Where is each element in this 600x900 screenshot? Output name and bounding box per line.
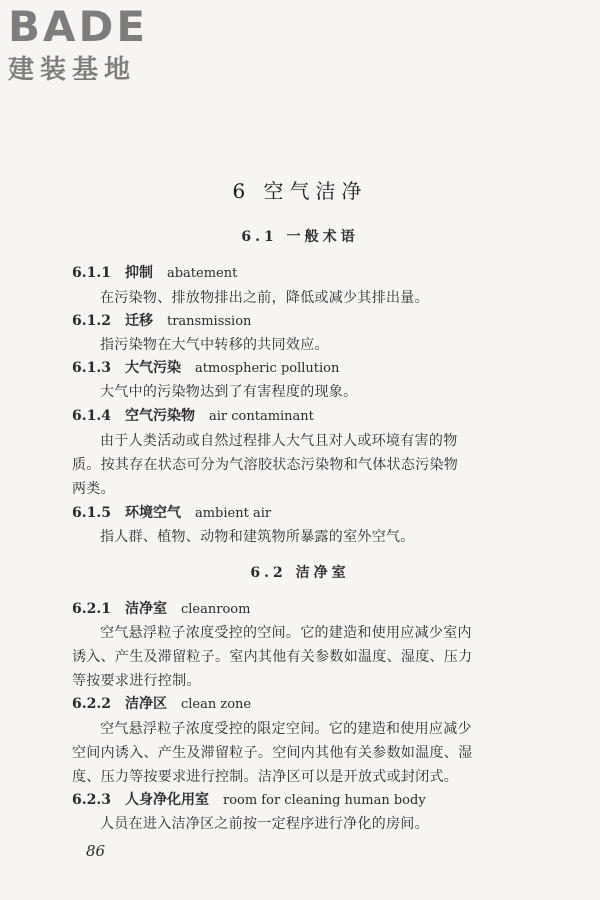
term-en: ambient air [194, 506, 272, 521]
term-en: air contaminant [208, 409, 314, 424]
term-number: 6.1.5 [72, 505, 111, 521]
term-6-2-1 [72, 598, 250, 618]
definition-line: 质。按其存在状态可分为气溶胶状态污染物和气体状态污染物 [72, 457, 459, 473]
term-6-2-3 [72, 789, 426, 809]
term-number: 6.2.1 [72, 601, 111, 617]
section-title-6-2: 6.2 洁净室 [250, 565, 350, 581]
term-cn: 洁净室 [124, 601, 167, 617]
term-cn: 洁净区 [124, 696, 167, 712]
brand-logo-cn: 建装基地 [8, 55, 137, 85]
definition-line: 空气悬浮粒子浓度受控的空间。它的建造和使用应减少室内 [100, 625, 472, 641]
term-en: clean zone [180, 697, 252, 712]
definition-line: 诱入、产生及滞留粒子。室内其他有关参数如温度、湿度、压力 [72, 649, 473, 665]
section-title-6-1: 6.1 一般术语 [241, 229, 359, 245]
term-number: 6.1.2 [72, 313, 111, 329]
definition-line: 指污染物在大气中转移的共同效应。 [100, 337, 329, 353]
term-cn: 人身净化用室 [124, 792, 209, 808]
definition-line: 大气中的污染物达到了有害程度的现象。 [100, 384, 358, 400]
definition-line: 度、压力等按要求进行控制。洁净区可以是开放式或封闭式。 [72, 769, 459, 785]
brand-logo [8, 4, 148, 86]
term-cn: 空气污染物 [124, 408, 195, 424]
term-6-2-2 [72, 693, 251, 713]
term-6-1-1 [72, 262, 237, 282]
term-6-1-5 [72, 502, 271, 522]
definition-line: 在污染物、排放物排出之前，降低或减少其排出量。 [100, 290, 429, 306]
term-6-1-3 [72, 357, 339, 377]
brand-logo-en: BADE [8, 2, 149, 51]
term-en: abatement [166, 266, 238, 281]
definition-line: 等按要求进行控制。 [72, 673, 201, 689]
chapter-title: 6 空气洁净 [232, 179, 368, 203]
term-cn: 环境空气 [124, 505, 181, 521]
term-cn: 迁移 [124, 313, 153, 329]
definition-line: 空间内诱入、产生及滞留粒子。空间内其他有关参数如温度、湿 [72, 745, 473, 761]
definition-line: 两类。 [72, 481, 115, 497]
term-en: transmission [166, 314, 252, 329]
definition-line: 空气悬浮粒子浓度受控的限定空间。它的建造和使用应减少 [100, 721, 472, 737]
page-number: 86 [86, 842, 106, 860]
term-cn: 大气污染 [124, 360, 181, 376]
term-number: 6.1.1 [72, 265, 111, 281]
definition-line: 人员在进入洁净区之前按一定程序进行净化的房间。 [100, 816, 429, 832]
term-en: cleanroom [180, 602, 251, 617]
definition-line: 指人群、植物、动物和建筑物所暴露的室外空气。 [100, 529, 415, 545]
term-number: 6.2.2 [72, 696, 111, 712]
term-number: 6.1.3 [72, 360, 111, 376]
term-6-1-4 [72, 405, 314, 425]
term-6-1-2 [72, 310, 251, 330]
term-cn: 抑制 [124, 265, 153, 281]
term-number: 6.1.4 [72, 408, 111, 424]
term-number: 6.2.3 [72, 792, 111, 808]
term-en: atmospheric pollution [194, 361, 340, 376]
term-en: room for cleaning human body [222, 793, 426, 808]
definition-line: 由于人类活动或自然过程排人大气且对人或环境有害的物 [100, 433, 458, 449]
